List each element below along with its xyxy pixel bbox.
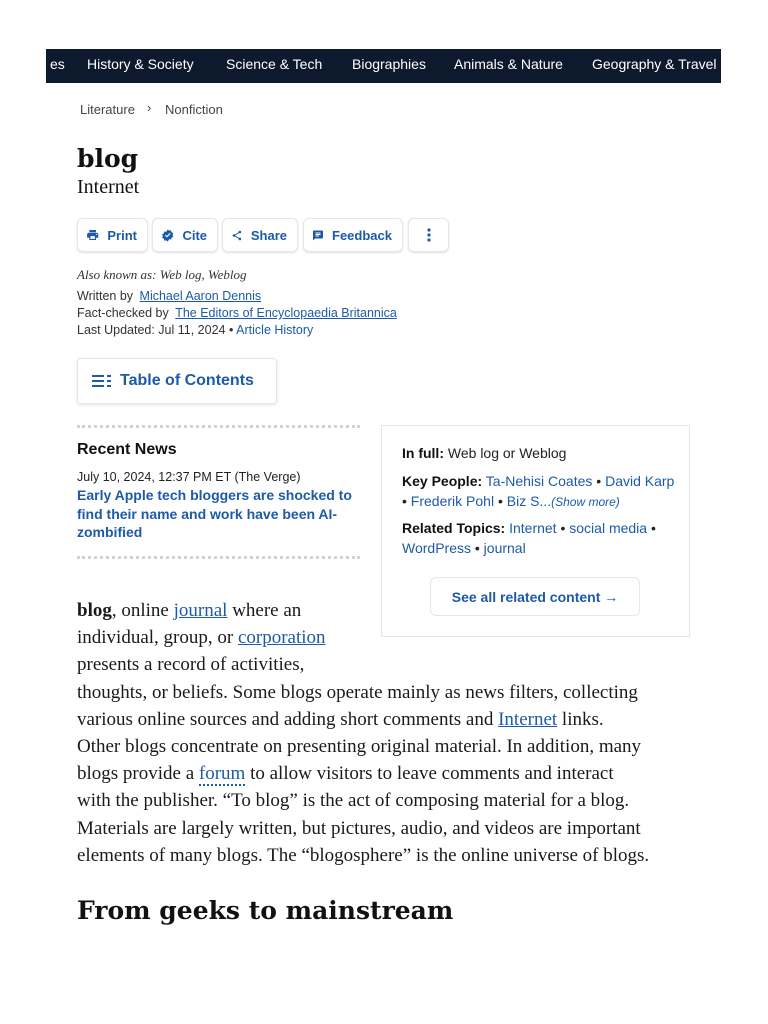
forum-link[interactable]: forum — [198, 763, 246, 784]
body-line — [77, 679, 638, 706]
body-line — [77, 815, 641, 842]
nav-item-science-tech[interactable]: Science & Tech — [226, 56, 323, 72]
body-text: to allow visitors to leave comments and interact — [245, 763, 614, 784]
list-icon — [92, 374, 112, 388]
nav-item-history-society[interactable]: History & Society — [87, 56, 194, 72]
verified-check-icon — [161, 227, 174, 244]
toc-label: Table of Contents — [120, 372, 254, 389]
body-text: where an — [227, 600, 302, 621]
feedback-icon — [312, 227, 324, 244]
body-text: links. — [557, 709, 604, 730]
body-text: blogs provide a — [77, 763, 199, 784]
show-more-link[interactable]: (Show more) — [551, 494, 620, 509]
nav-item-animals-nature[interactable]: Animals & Nature — [454, 56, 563, 72]
page-title: blog — [77, 144, 139, 173]
feedback-label: Feedback — [332, 227, 392, 243]
body-text: with the publisher. “To blog” is the act of composing material for a blog. — [77, 790, 630, 811]
see-all-related-button[interactable]: See all related content → — [430, 577, 640, 616]
last-updated-line — [77, 323, 313, 337]
in-full-value: Web log or Weblog — [447, 445, 567, 461]
bullet-separator: • — [228, 323, 234, 337]
page-subtitle: Internet — [77, 176, 140, 198]
category-nav — [46, 49, 721, 83]
divider-top — [77, 425, 360, 428]
chevron-right-icon: › — [147, 100, 152, 115]
printer-icon — [86, 227, 99, 243]
internet-link[interactable]: Internet — [498, 709, 558, 730]
more-vertical-icon — [422, 227, 436, 243]
corporation-link[interactable]: corporation — [237, 627, 326, 648]
fact-checked-label: Fact-checked by — [77, 306, 169, 320]
key-person-link[interactable]: David Karp — [605, 473, 675, 489]
body-text: , online — [111, 600, 174, 621]
key-person-link[interactable]: Biz S... — [506, 492, 552, 509]
body-line — [77, 597, 301, 624]
print-label: Print — [107, 227, 137, 243]
body-line — [77, 842, 649, 869]
nav-item-biographies[interactable]: Biographies — [352, 56, 426, 72]
related-topics-line: Related Topics: Internet • social media • WordPress • journal — [402, 520, 656, 556]
article-history-link[interactable]: Article History — [236, 323, 314, 337]
breadcrumb-literature[interactable]: Literature — [80, 102, 135, 117]
recent-news-heading: Recent News — [77, 441, 177, 458]
nav-item-partial[interactable]: es — [50, 56, 65, 72]
divider-bottom — [77, 556, 360, 559]
recent-news-headline-link[interactable]: Early Apple tech bloggers are shocked to find their name and work have been AI-zombified — [77, 487, 352, 540]
key-person-link[interactable]: Frederik Pohl — [410, 492, 495, 509]
table-of-contents-button[interactable] — [77, 358, 277, 404]
body-text: presents a record of activities, — [77, 654, 305, 675]
related-topic-link[interactable]: journal — [483, 539, 526, 556]
written-by-line — [77, 289, 261, 303]
body-text: elements of many blogs. The “blogosphere” is the online universe of blogs. — [77, 845, 650, 866]
body-line — [77, 651, 304, 678]
body-text: Materials are largely written, but pictures, audio, and videos are important — [77, 818, 641, 839]
body-line — [77, 706, 604, 733]
in-full-line — [402, 444, 566, 464]
related-topics-label: Related Topics: — [402, 520, 506, 536]
last-updated-text: Last Updated: Jul 11, 2024 — [77, 323, 226, 337]
section-heading: From geeks to mainstream — [77, 896, 454, 925]
body-line — [77, 787, 629, 814]
share-button[interactable] — [222, 218, 298, 252]
written-by-label: Written by — [77, 289, 134, 303]
in-full-label: In full: — [402, 445, 444, 461]
related-topic-link[interactable]: social media — [569, 520, 648, 536]
share-icon — [231, 227, 243, 244]
author-link[interactable]: Michael Aaron Dennis — [139, 289, 262, 303]
share-label: Share — [250, 227, 287, 243]
key-person-link[interactable]: Ta-Nehisi Coates — [485, 473, 593, 489]
key-people-line: Key People: Ta-Nehisi Coates • David Karp • Frederik Pohl • Biz S...(Show more) — [402, 473, 675, 509]
fact-checked-line — [77, 306, 397, 320]
body-text: Other blogs concentrate on presenting original material. In addition, many — [77, 736, 642, 757]
also-known-as: Also known as: Web log, Weblog — [77, 267, 247, 282]
cite-button[interactable] — [152, 218, 218, 252]
related-topic-link[interactable]: Internet — [509, 520, 557, 536]
recent-news-date: July 10, 2024, 12:37 PM ET (The Verge) — [77, 470, 301, 484]
body-text: individual, group, or — [77, 627, 238, 648]
feedback-button[interactable] — [303, 218, 403, 252]
cite-label: Cite — [182, 227, 207, 243]
body-text: various online sources and adding short comments and — [77, 709, 499, 730]
print-button[interactable] — [77, 218, 148, 252]
related-topic-link[interactable]: WordPress — [402, 539, 471, 556]
key-people-label: Key People: — [402, 473, 483, 489]
body-text: thoughts, or beliefs. Some blogs operate mainly as news filters, collecting — [77, 682, 638, 703]
more-options-button[interactable] — [408, 218, 449, 252]
nav-item-geography-travel[interactable]: Geography & Travel — [592, 56, 717, 72]
body-line — [77, 760, 614, 787]
term-bold: blog — [77, 600, 112, 621]
body-line — [77, 624, 326, 651]
breadcrumb-nonfiction[interactable]: Nonfiction — [165, 102, 223, 117]
journal-link[interactable]: journal — [173, 600, 228, 621]
fact-checker-link[interactable]: The Editors of Encyclopaedia Britannica — [175, 306, 397, 320]
body-line — [77, 733, 641, 760]
